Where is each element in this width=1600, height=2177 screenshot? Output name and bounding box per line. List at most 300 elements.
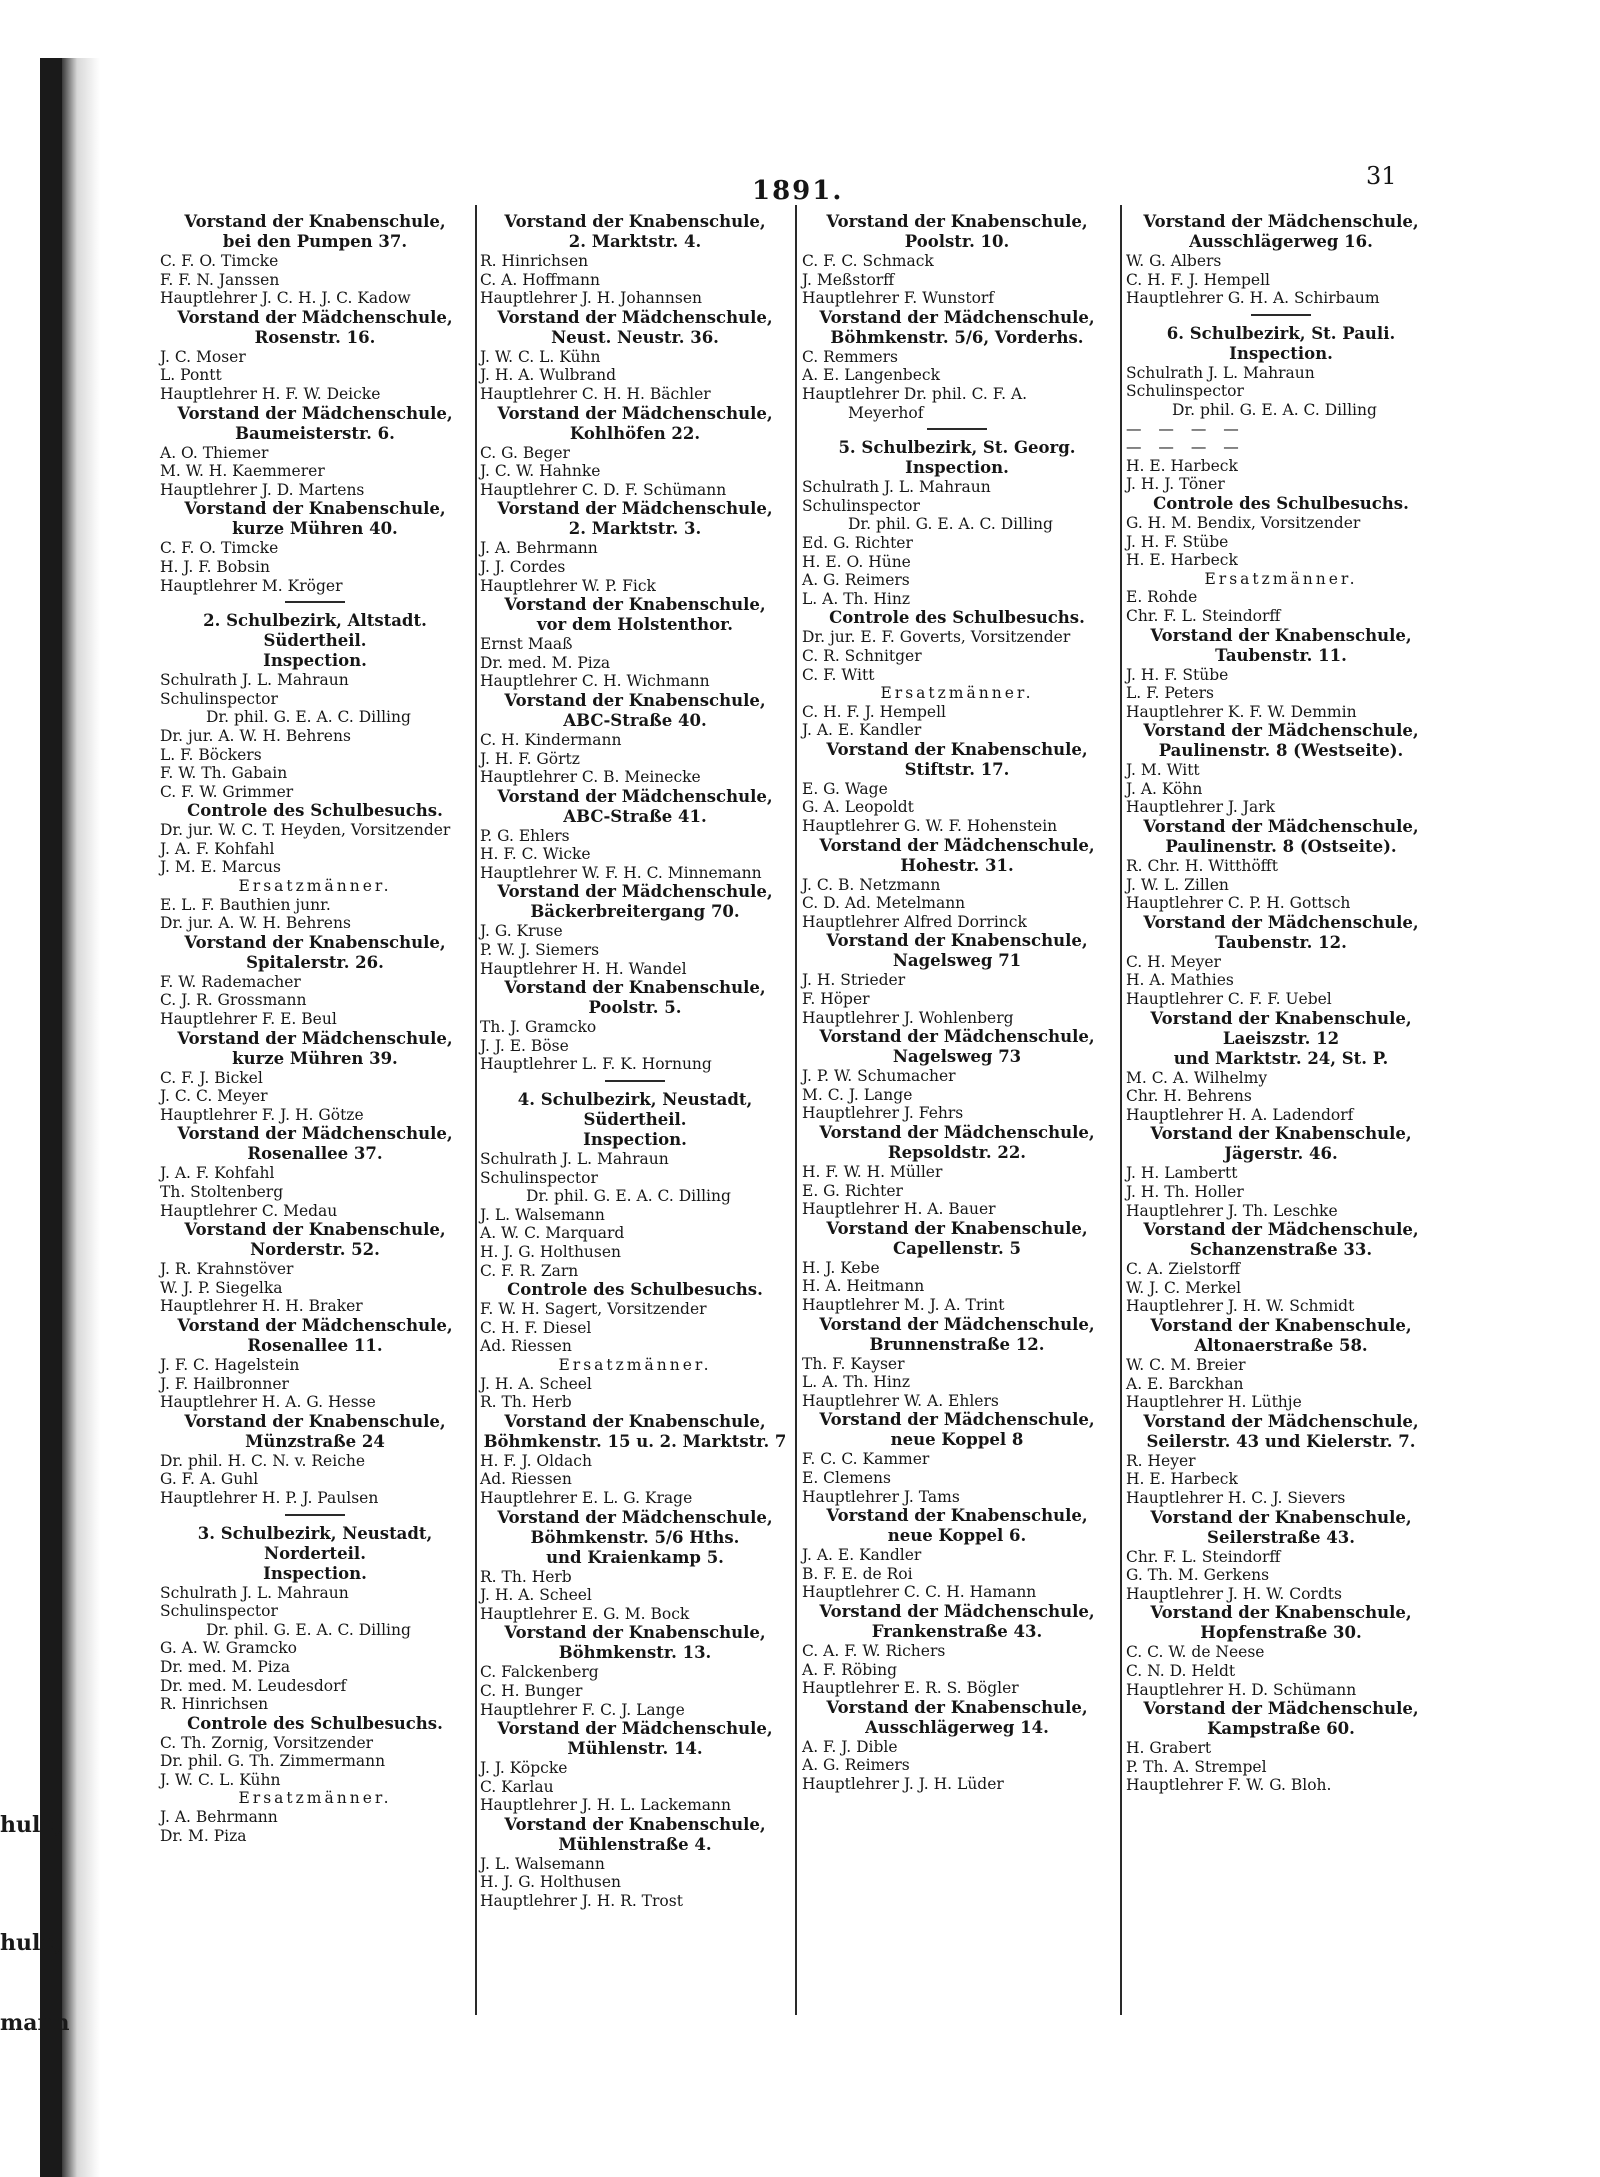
section-heading: Vorstand der Mädchenschule, xyxy=(497,403,773,423)
name-entry: Schulinspector xyxy=(1126,382,1244,401)
section-heading: Frankenstraße 43. xyxy=(871,1621,1043,1641)
name-entry: A. G. Reimers xyxy=(802,571,910,590)
section-heading: Vorstand der Mädchenschule, xyxy=(177,1028,453,1048)
name-entry: Hauptlehrer W. A. Ehlers xyxy=(802,1391,999,1410)
name-entry: G. F. A. Guhl xyxy=(160,1470,259,1489)
section-heading: Paulinenstr. 8 (Westseite). xyxy=(1158,741,1404,761)
name-entry: A. O. Thiemer xyxy=(160,443,269,462)
section-heading: Vorstand der Mädchenschule, xyxy=(177,403,453,423)
section-heading: Ausschlägerweg 14. xyxy=(865,1717,1049,1737)
name-entry: H. J. Kebe xyxy=(802,1258,880,1277)
name-entry: J. Meßstorff xyxy=(802,270,895,289)
section-heading: 2. Schulbezirk, Altstadt. xyxy=(203,611,427,631)
name-entry: H. E. Harbeck xyxy=(1126,551,1238,570)
name-entry: Dr. jur. E. F. Goverts, Vorsitzender xyxy=(802,628,1071,647)
section-heading: Vorstand der Mädchenschule, xyxy=(819,835,1095,855)
name-entry: Hauptlehrer C. H. Wichmann xyxy=(480,672,710,691)
name-entry: A. F. Röbing xyxy=(802,1660,898,1679)
name-entry: Hauptlehrer J. H. R. Trost xyxy=(480,1892,683,1911)
section-heading: Vorstand der Mädchenschule, xyxy=(177,1315,453,1335)
name-entry: C. C. W. de Neese xyxy=(1126,1643,1265,1662)
name-entry: C. H. Bunger xyxy=(480,1681,583,1700)
name-entry: Hauptlehrer F. Wunstorf xyxy=(802,289,995,308)
name-entry: Schulinspector xyxy=(802,496,920,515)
name-entry: M. C. A. Wilhelmy xyxy=(1126,1068,1268,1087)
name-entry: W. C. M. Breier xyxy=(1126,1355,1246,1374)
name-entry: J. W. C. L. Kühn xyxy=(480,347,601,366)
name-entry-continued: Dr. phil. G. E. A. C. Dilling xyxy=(526,1187,731,1206)
section-heading: Norderstr. 52. xyxy=(250,1240,380,1260)
name-entry: E. L. F. Bauthien junr. xyxy=(160,895,331,914)
name-entry: J. P. W. Schumacher xyxy=(802,1067,956,1086)
name-entry: W. J. P. Siegelka xyxy=(160,1278,283,1297)
name-entry: J. A. Behrmann xyxy=(160,1808,278,1827)
name-entry: J. A. E. Kandler xyxy=(802,721,922,740)
name-entry: J. H. F. Stübe xyxy=(1126,532,1229,551)
name-entry: A. G. Reimers xyxy=(802,1756,910,1775)
section-heading: Vorstand der Mädchenschule, xyxy=(1143,212,1419,231)
name-entry: J. H. F. Görtz xyxy=(480,749,580,768)
name-entry: R. Hinrichsen xyxy=(480,252,589,270)
name-entry: J. L. Walsemann xyxy=(480,1854,605,1873)
section-heading: Repsoldstr. 22. xyxy=(887,1143,1027,1162)
name-entry: Hauptlehrer F. C. J. Lange xyxy=(480,1700,685,1719)
section-heading: Controle des Schulbesuchs. xyxy=(187,1713,443,1733)
name-entry: C. Th. Zornig, Vorsitzender xyxy=(160,1733,374,1752)
section-heading: Neust. Neustr. 36. xyxy=(551,327,719,347)
name-entry: J. H. F. Stübe xyxy=(1126,665,1229,684)
name-entry: Hauptlehrer W. P. Fick xyxy=(480,576,656,595)
name-entry: C. R. Schnitger xyxy=(802,646,922,665)
section-heading: Böhmkenstr. 13. xyxy=(558,1643,712,1663)
section-heading: Seilerstraße 43. xyxy=(1207,1527,1355,1547)
name-entry: W. J. C. Merkel xyxy=(1126,1278,1242,1297)
name-entry: H. F. J. Oldach xyxy=(480,1451,592,1470)
binding-edge xyxy=(40,58,62,2177)
page-number: 31 xyxy=(1366,162,1397,190)
section-heading: Controle des Schulbesuchs. xyxy=(187,801,443,821)
section-heading: Vorstand der Knabenschule, xyxy=(504,595,766,615)
name-entry: C. A. F. W. Richers xyxy=(802,1641,946,1660)
section-heading: Vorstand der Knabenschule, xyxy=(1150,1124,1412,1144)
section-heading: und Kraienkamp 5. xyxy=(546,1547,724,1567)
name-entry: Hauptlehrer F. W. G. Bloh. xyxy=(1126,1776,1332,1795)
section-heading: Vorstand der Knabenschule, xyxy=(504,1411,766,1431)
name-entry: Ad. Riessen xyxy=(480,1337,572,1356)
section-heading: ABC-Straße 41. xyxy=(563,806,707,826)
section-heading: Jägerstr. 46. xyxy=(1224,1144,1338,1164)
name-entry: F. W. Rademacher xyxy=(160,972,301,991)
name-entry: Hauptlehrer M. Kröger xyxy=(160,576,343,595)
name-entry: Hauptlehrer H. A. Ladendorf xyxy=(1126,1105,1354,1124)
name-entry: Hauptlehrer C. P. H. Gottsch xyxy=(1126,894,1351,913)
section-heading: Bäckerbreitergang 70. xyxy=(530,902,740,922)
name-entry: Hauptlehrer J. Jark xyxy=(1126,798,1276,817)
name-entry: J. L. Walsemann xyxy=(480,1205,605,1224)
section-heading: Kampstraße 60. xyxy=(1207,1719,1355,1739)
name-entry: B. F. E. de Roi xyxy=(802,1564,913,1583)
name-entry: C. H. F. Diesel xyxy=(480,1318,592,1337)
name-entry: Dr. med. M. Piza xyxy=(160,1657,291,1676)
name-entry: Th. J. Gramcko xyxy=(480,1018,597,1037)
section-heading: Nagelsweg 73 xyxy=(892,1047,1022,1067)
section-heading: Vorstand der Knabenschule, xyxy=(504,978,766,998)
name-entry: Hauptlehrer E. L. G. Krage xyxy=(480,1488,693,1507)
column-rule xyxy=(1120,205,1122,2015)
name-entry: R. Hinrichsen xyxy=(160,1695,269,1714)
section-heading: Rosenallee 37. xyxy=(247,1144,383,1164)
section-heading: Vorstand der Mädchenschule, xyxy=(177,1124,453,1144)
name-entry: Chr. H. Behrens xyxy=(1126,1087,1252,1106)
section-divider xyxy=(285,601,345,603)
section-heading: Vorstand der Knabenschule, xyxy=(504,690,766,710)
name-entry: J. A. F. Kohfahl xyxy=(160,1164,275,1183)
name-entry: Ernst Maaß xyxy=(480,635,573,654)
section-heading: Hohestr. 31. xyxy=(900,855,1014,875)
name-entry: Hauptlehrer C. C. H. Hamann xyxy=(802,1583,1037,1602)
section-heading: Norderteil. xyxy=(264,1543,366,1563)
name-entry: Hauptlehrer J. Th. Leschke xyxy=(1126,1201,1338,1220)
section-heading: Vorstand der Mädchenschule, xyxy=(819,1027,1095,1047)
section-heading: Vorstand der Knabenschule, xyxy=(184,499,446,519)
name-entry: F. F. N. Janssen xyxy=(160,270,280,289)
column-rule xyxy=(795,205,797,2015)
name-entry: H. A. Mathies xyxy=(1126,971,1234,990)
name-entry: Ad. Riessen xyxy=(480,1470,572,1489)
name-entry: J. J. Köpcke xyxy=(480,1759,568,1778)
name-entry: P. W. J. Siemers xyxy=(480,941,600,960)
name-entry: H. E. Harbeck xyxy=(1126,456,1238,475)
name-entry: Hauptlehrer J. H. W. Cordts xyxy=(1126,1584,1342,1603)
name-entry: C. G. Beger xyxy=(480,443,570,462)
name-entry: C. H. Meyer xyxy=(1126,952,1221,971)
section-heading: Inspection. xyxy=(263,1563,367,1583)
section-heading: Vorstand der Knabenschule, xyxy=(826,1697,1088,1717)
name-entry: L. A. Th. Hinz xyxy=(802,589,910,608)
name-entry: Hauptlehrer F. E. Beul xyxy=(160,1010,337,1029)
section-heading: Nagelsweg 71 xyxy=(892,951,1022,971)
name-entry: R. Heyer xyxy=(1126,1451,1196,1470)
name-entry: E. Rohde xyxy=(1126,588,1198,607)
section-heading: Vorstand der Knabenschule, xyxy=(1150,1507,1412,1527)
name-entry: J. H. Th. Holler xyxy=(1126,1183,1244,1201)
name-entry: Hauptlehrer J. Wohlenberg xyxy=(802,1008,1014,1027)
name-entry: F. C. C. Kammer xyxy=(802,1450,930,1469)
name-entry: Hauptlehrer M. J. A. Trint xyxy=(802,1295,1005,1314)
name-entry: Hauptlehrer C. B. Meinecke xyxy=(480,768,701,787)
section-heading: neue Koppel 6. xyxy=(887,1526,1027,1546)
substitutes-heading: Ersatzmänner. xyxy=(1204,569,1358,588)
section-heading: Münzstraße 24 xyxy=(245,1431,385,1451)
name-entry: A. W. C. Marquard xyxy=(480,1224,625,1243)
name-entry: J. A. F. Kohfahl xyxy=(160,839,275,858)
name-entry: Hauptlehrer C. F. F. Uebel xyxy=(1126,990,1332,1009)
section-heading: Inspection. xyxy=(583,1130,687,1150)
bleed-through-text: hule, xyxy=(0,1930,63,1956)
section-heading: Ausschlägerweg 16. xyxy=(1189,232,1373,251)
name-entry: J. W. C. L. Kühn xyxy=(160,1770,281,1789)
name-entry: F. W. H. Sagert, Vorsitzender xyxy=(480,1300,707,1319)
name-entry: J. A. Behrmann xyxy=(480,539,598,558)
name-entry: J. A. Köhn xyxy=(1126,779,1203,798)
name-entry: J. C. W. Hahnke xyxy=(480,462,601,481)
section-heading: und Marktstr. 24, St. P. xyxy=(1173,1048,1389,1068)
name-entry: Hauptlehrer J. H. W. Schmidt xyxy=(1126,1297,1355,1316)
name-entry: J. H. Strieder xyxy=(802,971,906,990)
section-divider xyxy=(1251,314,1311,316)
section-heading: Vorstand der Mädchenschule, xyxy=(497,1507,773,1527)
name-entry: H. J. F. Bobsin xyxy=(160,557,270,576)
name-entry: C. N. D. Heldt xyxy=(1126,1661,1236,1680)
name-entry: C. A. Hoffmann xyxy=(480,270,600,289)
name-entry: Hauptlehrer H. C. J. Sievers xyxy=(1126,1488,1346,1507)
section-heading: 6. Schulbezirk, St. Pauli. xyxy=(1166,323,1396,343)
section-heading: Vorstand der Knabenschule, xyxy=(504,212,766,231)
name-entry: C. F. O. Timcke xyxy=(160,252,279,270)
section-heading: Rosenallee 11. xyxy=(247,1335,383,1355)
column-3 xyxy=(802,212,1112,1793)
name-entry: Schulrath J. L. Mahraun xyxy=(1126,363,1315,382)
section-heading: Vorstand der Mädchenschule, xyxy=(1143,1699,1419,1719)
section-heading: bei den Pumpen 37. xyxy=(222,232,408,251)
section-heading: Vorstand der Knabenschule, xyxy=(1150,1008,1412,1028)
section-heading: Taubenstr. 11. xyxy=(1215,645,1347,665)
name-entry: J. A. E. Kandler xyxy=(802,1546,922,1565)
name-entry: Hauptlehrer L. F. K. Hornung xyxy=(480,1055,712,1074)
column-1 xyxy=(160,212,470,1845)
section-heading: Vorstand der Mädchenschule, xyxy=(1143,912,1419,932)
name-entry: Hauptlehrer F. J. H. Götze xyxy=(160,1105,364,1124)
name-entry: J. F. C. Hagelstein xyxy=(160,1355,300,1374)
name-entry: Hauptlehrer K. F. W. Demmin xyxy=(1126,702,1357,721)
column-2 xyxy=(480,212,790,1911)
name-entry: Hauptlehrer J. H. L. Lackemann xyxy=(480,1796,731,1815)
section-heading: Vorstand der Mädchenschule, xyxy=(1143,721,1419,741)
substitutes-heading: Ersatzmänner. xyxy=(238,1789,392,1808)
name-entry: Dr. med. M. Leudesdorf xyxy=(160,1676,347,1695)
section-heading: kurze Mühren 39. xyxy=(232,1048,398,1068)
name-entry-continued: Dr. phil. G. E. A. C. Dilling xyxy=(848,515,1053,534)
section-heading: 5. Schulbezirk, St. Georg. xyxy=(838,438,1076,458)
name-entry-continued: Meyerhof xyxy=(848,403,924,422)
name-entry: Hauptlehrer H. P. J. Paulsen xyxy=(160,1488,379,1507)
name-entry: Dr. M. Piza xyxy=(160,1826,247,1845)
section-heading: Baumeisterstr. 6. xyxy=(235,423,395,443)
section-heading: Vorstand der Knabenschule, xyxy=(184,1411,446,1431)
section-heading: Inspection. xyxy=(263,651,367,671)
name-entry: R. Th. Herb xyxy=(480,1567,572,1586)
name-entry: H. F. C. Wicke xyxy=(480,845,591,864)
name-entry-continued: Dr. phil. G. E. A. C. Dilling xyxy=(206,708,411,727)
section-heading: Inspection. xyxy=(905,458,1009,478)
name-entry: H. J. G. Holthusen xyxy=(480,1873,622,1892)
section-heading: Stiftstr. 17. xyxy=(904,759,1010,779)
name-entry: L. A. Th. Hinz xyxy=(802,1373,910,1392)
section-heading: Vorstand der Knabenschule, xyxy=(1150,1603,1412,1623)
section-heading: Vorstand der Mädchenschule, xyxy=(819,1410,1095,1430)
name-entry: E. G. Richter xyxy=(802,1181,903,1200)
name-entry: P. G. Ehlers xyxy=(480,826,570,845)
section-heading: Vorstand der Mädchenschule, xyxy=(497,307,773,327)
name-entry: C. F. W. Grimmer xyxy=(160,782,294,801)
section-heading: Vorstand der Knabenschule, xyxy=(826,1218,1088,1238)
section-heading: Rosenstr. 16. xyxy=(254,327,376,347)
name-entry: J. H. A. Scheel xyxy=(480,1586,592,1605)
name-entry: H. E. O. Hüne xyxy=(802,552,911,571)
section-heading: 2. Marktstr. 3. xyxy=(568,519,702,539)
name-entry: P. Th. A. Strempel xyxy=(1126,1757,1267,1776)
section-heading: Poolstr. 10. xyxy=(904,232,1010,251)
name-entry: J. J. E. Böse xyxy=(480,1036,569,1055)
section-heading: Südertheil. xyxy=(583,1110,687,1130)
section-heading: Taubenstr. 12. xyxy=(1215,932,1347,952)
name-entry: Schulinspector xyxy=(160,1602,278,1621)
name-entry: Hauptlehrer C. H. H. Bächler xyxy=(480,384,711,403)
name-entry: Schulrath J. L. Mahraun xyxy=(802,478,991,497)
name-entry: Hauptlehrer H. Lüthje xyxy=(1126,1393,1302,1412)
name-entry: J. H. A. Wulbrand xyxy=(480,366,617,385)
name-entry: Hauptlehrer Dr. phil. C. F. A. xyxy=(802,384,1028,403)
section-heading: Kohlhöfen 22. xyxy=(569,423,701,443)
section-heading: Controle des Schulbesuchs. xyxy=(829,608,1085,628)
name-entry: L. F. Peters xyxy=(1126,684,1215,703)
bleed-through-text: mann xyxy=(0,2010,70,2036)
section-heading: Vorstand der Mädchenschule, xyxy=(497,1719,773,1739)
section-heading: Vorstand der Knabenschule, xyxy=(826,1506,1088,1526)
name-entry: Hauptlehrer J. C. H. J. C. Kadow xyxy=(160,289,411,308)
name-entry: Ed. G. Richter xyxy=(802,533,913,552)
section-heading: Spitalerstr. 26. xyxy=(246,952,384,972)
section-heading: neue Koppel 8 xyxy=(890,1430,1024,1450)
section-heading: 2. Marktstr. 4. xyxy=(568,232,702,251)
section-heading: ABC-Straße 40. xyxy=(563,710,707,730)
name-entry: Schulrath J. L. Mahraun xyxy=(160,1583,349,1602)
name-entry: J. C. C. Meyer xyxy=(160,1087,268,1106)
substitutes-heading: Ersatzmänner. xyxy=(238,877,392,896)
name-entry: Hauptlehrer H. A. G. Hesse xyxy=(160,1393,376,1412)
section-heading: Brunnenstraße 12. xyxy=(869,1334,1045,1354)
previous-page-margin xyxy=(62,58,100,2177)
section-heading: Böhmkenstr. 15 u. 2. Marktstr. 7 xyxy=(483,1431,787,1451)
section-heading: Mühlenstraße 4. xyxy=(558,1834,712,1854)
name-entry-continued: Dr. phil. G. E. A. C. Dilling xyxy=(206,1620,411,1639)
name-entry: Hauptlehrer J. Fehrs xyxy=(802,1104,964,1123)
name-entry: Hauptlehrer G. W. F. Hohenstein xyxy=(802,817,1058,836)
bleed-through-text: hule, xyxy=(0,1812,63,1838)
name-entry: Hauptlehrer C. D. F. Schümann xyxy=(480,480,727,499)
name-entry: H. A. Heitmann xyxy=(802,1277,925,1296)
name-entry: Hauptlehrer H. D. Schümann xyxy=(1126,1680,1357,1699)
name-entry: Hauptlehrer G. H. A. Schirbaum xyxy=(1126,289,1380,308)
name-entry: C. F. Witt xyxy=(802,665,875,684)
name-entry: C. A. Zielstorff xyxy=(1126,1260,1241,1279)
name-entry: F. W. Th. Gabain xyxy=(160,764,288,783)
name-entry: C. F. J. Bickel xyxy=(160,1068,263,1087)
section-heading: Inspection. xyxy=(1229,343,1333,363)
section-heading: Vorstand der Knabenschule, xyxy=(184,932,446,952)
name-entry: L. Pontt xyxy=(160,366,222,385)
section-heading: Vorstand der Mädchenschule, xyxy=(1143,1220,1419,1240)
section-heading: Vorstand der Knabenschule, xyxy=(184,1220,446,1240)
section-heading: 4. Schulbezirk, Neustadt, xyxy=(517,1090,753,1110)
name-entry: C. F. R. Zarn xyxy=(480,1261,579,1280)
name-entry: Hauptlehrer E. G. M. Bock xyxy=(480,1604,690,1623)
name-entry: R. Th. Herb xyxy=(480,1393,572,1412)
name-entry: C. J. R. Grossmann xyxy=(160,991,307,1010)
name-entry: J. W. L. Zillen xyxy=(1126,875,1229,894)
section-heading: Vorstand der Mädchenschule, xyxy=(177,307,453,327)
section-heading: Laeiszstr. 12 xyxy=(1222,1028,1340,1048)
name-entry: H. F. W. H. Müller xyxy=(802,1163,943,1181)
name-entry: Schulinspector xyxy=(160,689,278,708)
section-heading: Böhmkenstr. 5/6 Hths. xyxy=(530,1527,740,1547)
substitutes-heading: Ersatzmänner. xyxy=(880,684,1034,703)
substitutes-heading: Ersatzmänner. xyxy=(558,1355,712,1374)
section-heading: Böhmkenstr. 5/6, Vorderhs. xyxy=(830,327,1084,347)
name-entry: Dr. phil. G. Th. Zimmermann xyxy=(160,1752,386,1771)
name-entry-continued: Dr. phil. G. E. A. C. Dilling xyxy=(1172,400,1377,419)
name-entry: H. J. G. Holthusen xyxy=(480,1243,622,1261)
name-entry: J. C. Moser xyxy=(160,347,246,366)
section-heading: Vorstand der Knabenschule, xyxy=(504,1814,766,1834)
section-heading: Hopfenstraße 30. xyxy=(1200,1623,1362,1643)
name-entry: C. Karlau xyxy=(480,1777,554,1796)
name-entry: G. A. W. Gramcko xyxy=(160,1639,297,1658)
placeholder-dashes: — — — — xyxy=(1126,438,1245,457)
section-divider xyxy=(605,1080,665,1082)
section-heading: Paulinenstr. 8 (Ostseite). xyxy=(1165,837,1397,857)
section-heading: Mühlenstr. 14. xyxy=(567,1739,703,1759)
name-entry: Schulrath J. L. Mahraun xyxy=(160,671,349,690)
name-entry: Dr. med. M. Piza xyxy=(480,653,611,672)
section-divider xyxy=(285,1514,345,1516)
name-entry: F. Höper xyxy=(802,990,870,1009)
name-entry: Th. Stoltenberg xyxy=(160,1183,284,1201)
section-heading: Vorstand der Knabenschule, xyxy=(826,739,1088,759)
name-entry: Hauptlehrer J. H. Johannsen xyxy=(480,289,703,308)
page-year: 1891. xyxy=(752,176,844,206)
name-entry: Dr. jur. A. W. H. Behrens xyxy=(160,914,351,933)
name-entry: C. Falckenberg xyxy=(480,1663,599,1682)
name-entry: A. F. J. Dible xyxy=(802,1737,898,1756)
name-entry: J. C. B. Netzmann xyxy=(802,875,941,894)
name-entry: J. H. A. Scheel xyxy=(480,1374,592,1393)
section-heading: Vorstand der Mädchenschule, xyxy=(497,786,773,806)
name-entry: W. G. Albers xyxy=(1126,252,1222,270)
name-entry: J. G. Kruse xyxy=(480,922,563,941)
section-heading: Altonaerstraße 58. xyxy=(1194,1335,1368,1355)
name-entry: H. Grabert xyxy=(1126,1739,1212,1758)
name-entry: Th. F. Kayser xyxy=(802,1354,905,1373)
name-entry: Hauptlehrer E. R. S. Bögler xyxy=(802,1679,1019,1698)
name-entry: Hauptlehrer J. Tams xyxy=(802,1487,960,1506)
name-entry: E. Clemens xyxy=(802,1468,891,1487)
name-entry: J. H. J. Töner xyxy=(1126,475,1225,494)
name-entry: E. G. Wage xyxy=(802,779,888,798)
name-entry: Hauptlehrer H. A. Bauer xyxy=(802,1200,996,1219)
section-heading: Capellenstr. 5 xyxy=(893,1238,1021,1258)
name-entry: Schulinspector xyxy=(480,1168,598,1187)
name-entry: Dr. jur. A. W. H. Behrens xyxy=(160,726,351,745)
section-heading: Vorstand der Mädchenschule, xyxy=(1143,817,1419,837)
name-entry: Schulrath J. L. Mahraun xyxy=(480,1150,669,1169)
name-entry: A. E. Barckhan xyxy=(1126,1374,1244,1393)
section-heading: Vorstand der Knabenschule, xyxy=(504,1623,766,1643)
name-entry: L. F. Böckers xyxy=(160,745,262,764)
name-entry: A. E. Langenbeck xyxy=(802,366,940,385)
section-heading: Poolstr. 5. xyxy=(588,998,682,1018)
name-entry: Hauptlehrer J. J. H. Lüder xyxy=(802,1774,1004,1793)
